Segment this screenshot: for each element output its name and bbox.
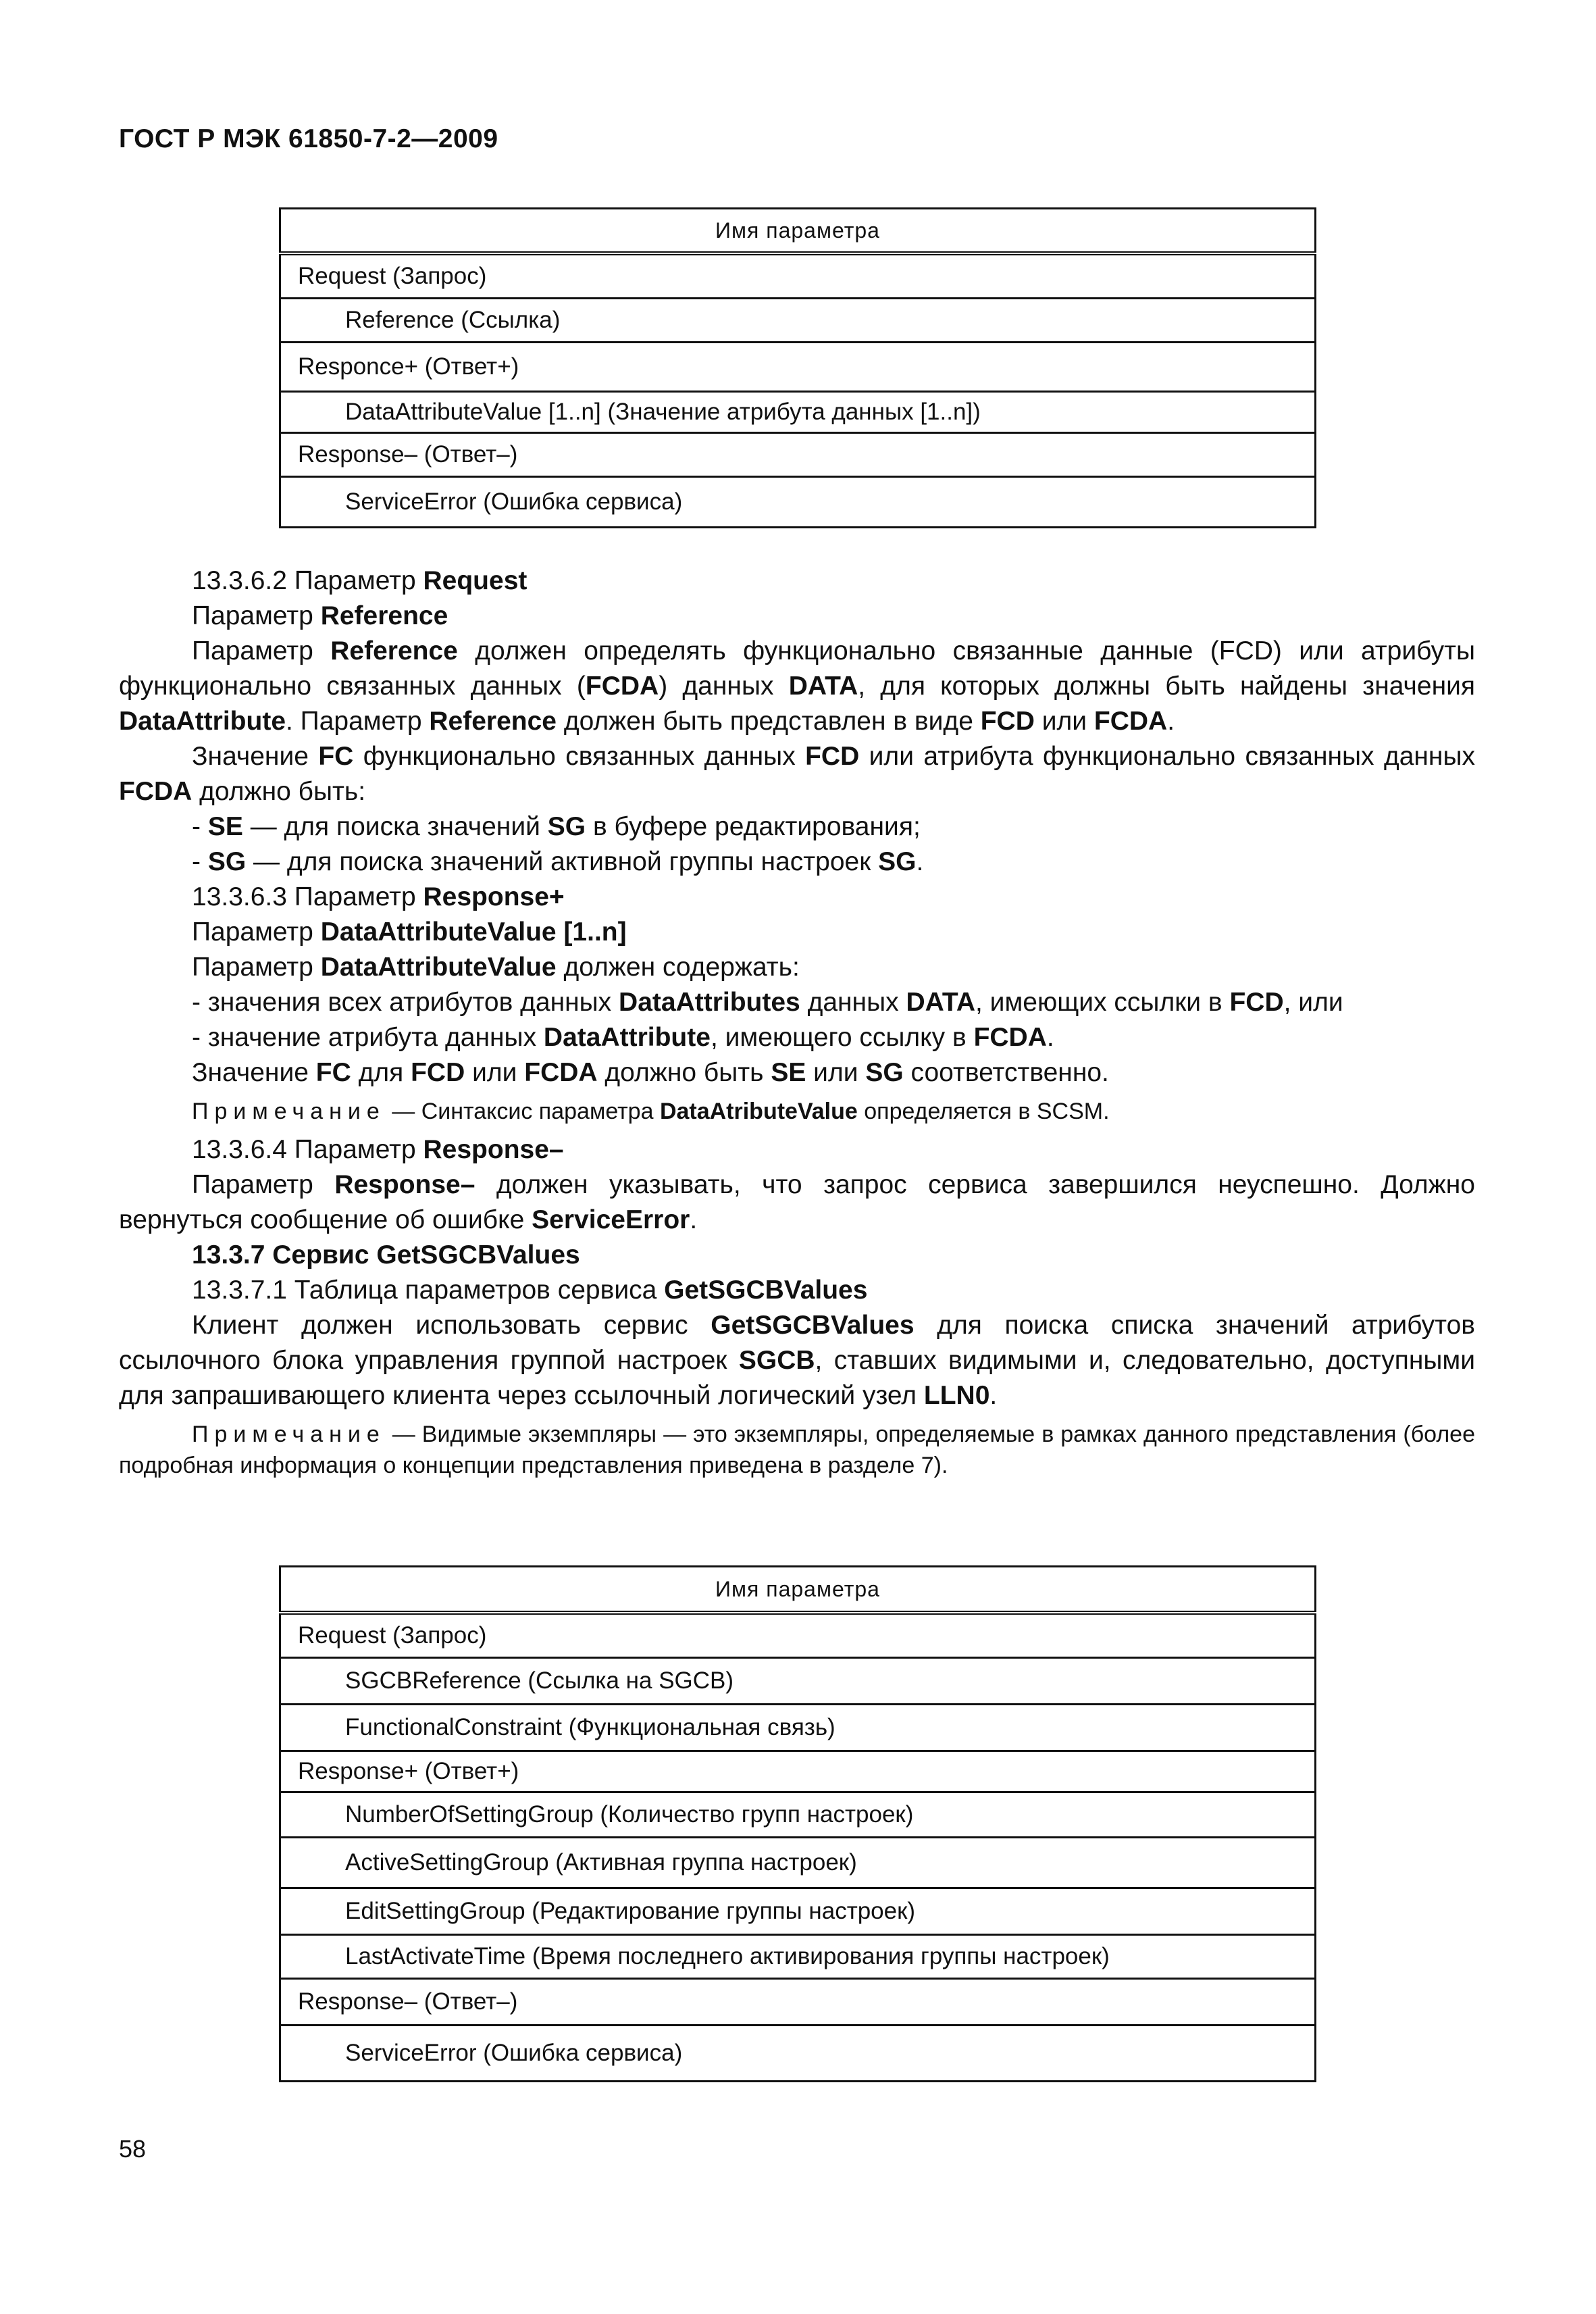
text-run: FCDA xyxy=(585,672,659,701)
table-header-row xyxy=(280,1567,1316,1613)
text-run: Параметр xyxy=(192,636,331,665)
text-run: - значения всех атрибутов данных xyxy=(192,988,619,1017)
text-run: должно быть xyxy=(597,1058,771,1087)
table-cell: FunctionalConstraint (Функциональная связь) xyxy=(280,1705,1316,1751)
text-run: DATA xyxy=(906,988,975,1017)
text-run: FCD xyxy=(980,707,1035,736)
table-row xyxy=(280,1658,1316,1705)
text-run: Примечание xyxy=(192,1099,386,1124)
text-run: . xyxy=(989,1381,998,1410)
text-run: Клиент должен использовать сервис xyxy=(192,1311,711,1340)
table-cell: Request (Запрос) xyxy=(280,1613,1316,1658)
parameter-table-1 xyxy=(279,207,1316,528)
document-header: ГОСТ Р МЭК 61850-7-2—2009 xyxy=(119,124,498,153)
text-run: в буфере редактирования; xyxy=(586,812,921,841)
text-run: , имеющих ссылки в xyxy=(975,988,1230,1017)
text-run: Параметр xyxy=(192,1170,335,1199)
table-header-cell: Имя параметра xyxy=(280,1567,1316,1613)
table-cell: Response– (Ответ–) xyxy=(280,1979,1316,2026)
text-run: FCDA xyxy=(119,777,192,806)
table-cell: ActiveSettingGroup (Активная группа настроек) xyxy=(280,1838,1316,1888)
list-item-one-attribute xyxy=(119,1020,1475,1055)
text-run: Reference xyxy=(429,707,557,736)
text-run: , или xyxy=(1283,988,1343,1017)
text-run: FC xyxy=(318,742,354,771)
table-cell: Reference (Ссылка) xyxy=(280,299,1316,343)
heading-13-3-6-4: 13.3.6.4 Параметр Response– xyxy=(192,1135,564,1164)
subheading-reference: Параметр Reference xyxy=(192,601,448,630)
text-run: или xyxy=(806,1058,866,1087)
text-run: или xyxy=(1034,707,1094,736)
text-run: , ставших видимыми и, следовательно, доступными для запрашивающего клиента через ссылочный логический узел xyxy=(119,1346,1475,1410)
text-run: ServiceError xyxy=(532,1205,690,1234)
table-row xyxy=(280,433,1316,477)
table-cell: Response+ (Ответ+) xyxy=(280,1751,1316,1792)
heading-13-3-6-2: 13.3.6.2 Параметр Request xyxy=(192,566,527,595)
table-cell: SGCBReference (Ссылка на SGCB) xyxy=(280,1658,1316,1705)
table-row xyxy=(280,1979,1316,2026)
text-run: . xyxy=(916,847,924,876)
text-run: SG xyxy=(207,847,247,876)
text-run: — для поиска значений активной группы настроек xyxy=(246,847,879,876)
text-run: . xyxy=(690,1205,698,1234)
text-run: — Видимые экземпляры — это экземпляры, определяемые в рамках данного представления (более подробная информация о концепции представления приведена в разделе 7). xyxy=(119,1422,1475,1478)
table-cell: LastActivateTime (Время последнего активирования группы настроек) xyxy=(280,1935,1316,1979)
paragraph-response-minus xyxy=(119,1167,1475,1238)
parameter-table-2 xyxy=(279,1565,1316,2082)
text-run: должен быть представлен в виде xyxy=(557,707,981,736)
text-run: функционально связанных данных xyxy=(353,742,806,771)
table-row xyxy=(280,1888,1316,1935)
text-run: . xyxy=(1167,707,1175,736)
paragraph-fc xyxy=(119,739,1475,809)
table-row xyxy=(280,1705,1316,1751)
table-row xyxy=(280,299,1316,343)
text-run: FC xyxy=(315,1058,351,1087)
text-run: — для поиска значений xyxy=(242,812,548,841)
text-run: SE xyxy=(771,1058,806,1087)
text-run: или атрибута функционально связанных данных xyxy=(859,742,1475,771)
text-run: Параметр xyxy=(192,953,321,982)
subheading-dataattributevalue: Параметр DataAttributeValue [1..n] xyxy=(192,917,627,947)
table-row xyxy=(280,477,1316,528)
text-run: FCD xyxy=(1229,988,1284,1017)
text-run: должен указывать, что запрос сервиса завершился неуспешно. Должно вернуться сообщение об ошибке xyxy=(119,1170,1475,1234)
table-cell: DataAttributeValue [1..n] (Значение атрибута данных [1..n]) xyxy=(280,392,1316,433)
paragraph-fc-values xyxy=(119,1055,1475,1090)
table-cell: NumberOfSettingGroup (Количество групп настроек) xyxy=(280,1792,1316,1838)
table-header-row xyxy=(280,209,1316,254)
text-run: GetSGCBValues xyxy=(711,1311,915,1340)
text-run: LLN0 xyxy=(923,1381,990,1410)
text-run: Значение xyxy=(192,1058,316,1087)
text-run: Reference xyxy=(330,636,458,665)
heading-13-3-6-3: 13.3.6.3 Параметр Response+ xyxy=(192,882,565,911)
table-cell: EditSettingGroup (Редактирование группы настроек) xyxy=(280,1888,1316,1935)
text-run: FCD xyxy=(411,1058,465,1087)
text-run: FCDA xyxy=(524,1058,598,1087)
table-row xyxy=(280,1935,1316,1979)
text-run: - значение атрибута данных xyxy=(192,1023,544,1052)
text-run: — Синтаксис параметра xyxy=(385,1099,660,1124)
text-run: SGCB xyxy=(738,1346,815,1375)
text-run: для xyxy=(351,1058,411,1087)
table-cell: Response– (Ответ–) xyxy=(280,433,1316,477)
text-run: DataAttributeValue xyxy=(320,953,557,982)
text-run: Response– xyxy=(334,1170,475,1199)
list-item-all-attributes xyxy=(119,985,1475,1020)
text-run: DataAttribute xyxy=(543,1023,711,1052)
text-run: должно быть: xyxy=(192,777,366,806)
text-run: , для которых должны быть найдены значения xyxy=(858,672,1476,701)
table-row xyxy=(280,1751,1316,1792)
text-run: ) данных xyxy=(659,672,789,701)
text-run: определяется в SCSM. xyxy=(857,1099,1110,1124)
paragraph-dav xyxy=(119,950,1475,985)
text-run: FCD xyxy=(805,742,860,771)
paragraph-client xyxy=(119,1308,1475,1413)
page-number: 58 xyxy=(119,2135,147,2163)
table-row xyxy=(280,392,1316,433)
heading-13-3-7-1: 13.3.7.1 Таблица параметров сервиса GetSGCBValues xyxy=(192,1276,868,1305)
note-visible-instances xyxy=(119,1419,1475,1481)
text-run: данных xyxy=(800,988,906,1017)
text-run: DataAttributes xyxy=(619,988,800,1017)
text-run: . Параметр xyxy=(286,707,430,736)
paragraph-reference xyxy=(119,634,1475,739)
table-cell: Request (Запрос) xyxy=(280,253,1316,299)
heading-13-3-7: 13.3.7 Сервис GetSGCBValues xyxy=(192,1240,580,1269)
text-run: - xyxy=(192,847,208,876)
table-row xyxy=(280,1613,1316,1658)
text-run: SG xyxy=(878,847,917,876)
table-row xyxy=(280,2026,1316,2082)
text-run: должен определять функционально связанные данные (FCD) или атрибуты функционально связанных данных ( xyxy=(119,636,1476,701)
table-row xyxy=(280,1792,1316,1838)
table-cell: ServiceError (Ошибка сервиса) xyxy=(280,477,1316,528)
table-row xyxy=(280,1838,1316,1888)
text-run: FCDA xyxy=(973,1023,1047,1052)
list-item-se xyxy=(119,809,1475,845)
table-cell: Responce+ (Ответ+) xyxy=(280,343,1316,392)
text-run: или xyxy=(465,1058,525,1087)
table-cell: ServiceError (Ошибка сервиса) xyxy=(280,2026,1316,2082)
list-item-sg xyxy=(119,845,1475,880)
text-run: - xyxy=(192,812,208,841)
text-run: SG xyxy=(547,812,586,841)
text-run: Значение xyxy=(192,742,319,771)
text-run: DataAttribute xyxy=(119,707,286,736)
text-run: . xyxy=(1046,1023,1054,1052)
text-run: DATA xyxy=(788,672,858,701)
table-row xyxy=(280,253,1316,299)
text-run: DataAtributeValue xyxy=(659,1099,858,1124)
text-run: , имеющего ссылку в xyxy=(710,1023,974,1052)
text-run: соответственно. xyxy=(903,1058,1109,1087)
text-run: Примечание xyxy=(192,1422,386,1447)
text-run: SG xyxy=(865,1058,904,1087)
section-13-3-6-text xyxy=(119,563,1475,1486)
table-row xyxy=(280,343,1316,392)
text-run: FCDA xyxy=(1093,707,1168,736)
text-run: должен содержать: xyxy=(556,953,800,982)
table-header-cell: Имя параметра xyxy=(280,209,1316,254)
text-run: SE xyxy=(207,812,243,841)
note-dataatributevalue xyxy=(119,1096,1475,1127)
text-run: для поиска списка значений атрибутов ссылочного блока управления группой настроек xyxy=(119,1311,1475,1375)
